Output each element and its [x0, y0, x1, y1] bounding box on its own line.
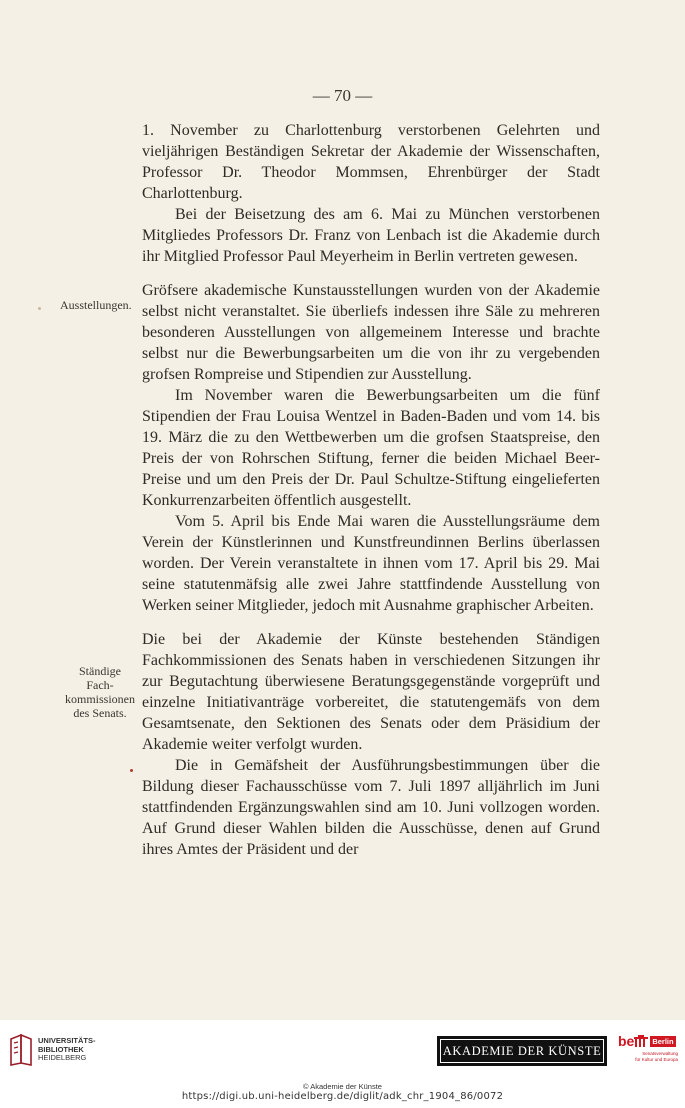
margin-note-line: Fach-	[86, 678, 114, 692]
margin-note-line: Ständige	[79, 664, 121, 678]
copyright-credit: © Akademie der Künste	[303, 1082, 382, 1091]
berlin-sub-line: Senatsverwaltung	[642, 1051, 678, 1056]
ink-mark	[130, 769, 133, 772]
library-line: BIBLIOTHEK	[38, 1044, 84, 1054]
berlin-mark	[618, 1033, 678, 1049]
paragraph-mommsen: 1. November zu Charlottenburg verstorbenen Gelehrten und vieljährigen Beständigen Sekretar der Akademie der Wissenschaften, Professor Dr. Theodor Mommsen, Ehrenbürger der Stadt Charlottenburg.	[142, 122, 600, 202]
paragraph-ausstellungen: Gröfsere akademische Kunstausstellungen wurden von der Akademie selbst nicht veranstaltet. Sie überliefs indessen ihre Säle zu mehreren besonderen Ausstellungen von allgemeinem Interesse und brachte selbst nur die Bewerbungsarbeiten um die von ihr zu vergebenden grofsen Rompreise und Stipendien zur Ausstellung.	[142, 282, 600, 383]
ink-mark	[38, 307, 41, 310]
university-library-logo-icon	[8, 1033, 34, 1067]
page-number: — 70 —	[312, 86, 373, 105]
library-line: HEIDELBERG	[38, 1053, 87, 1062]
margin-note-line: des Senats.	[73, 706, 127, 720]
body-text	[142, 120, 600, 860]
berlin-flag: Berlin	[652, 1036, 674, 1046]
berlin-senate-logo[interactable]	[618, 1033, 678, 1062]
akademie-der-kuenste-logo[interactable]	[437, 1036, 607, 1066]
paragraph-stipendien: Im November waren die Bewerbungsarbeiten um die fünf Stipendien der Frau Louisa Wentzel in Baden-Baden und vom 14. bis 19. März die zu den Wettbewerben um die grofsen Staatspreise, den Preis der von Rohrschen Stiftung, ferner die beiden Michael Beer-Preise und um den Preis der Dr. Paul Schultze-Stiftung eingelieferten Konkurrenzarbeiten öffentlich ausgestellt.	[142, 387, 600, 509]
paragraph-ergaenzungswahlen: Die in Gemäfsheit der Ausführungsbestimmungen über die Bildung dieser Fachausschüsse vom 7. Juli 1897 alljährlich im Juni stattfindenden Ergänzungswahlen sind am 10. Juni vollzogen worden. Auf Grund dieser Wahlen bilden die Ausschüsse, denen auf Grund ihres Amtes der Präsident und der	[142, 757, 600, 858]
margin-note-staendige-fachkommissionen	[58, 664, 142, 720]
source-url[interactable]: https://digi.ub.uni-heidelberg.de/diglit/adk_chr_1904_86/0072	[181, 1091, 504, 1102]
paragraph-verein: Vom 5. April bis Ende Mai waren die Ausstellungsräume dem Verein der Künstlerinnen und Kunstfreundinnen Berlins überlassen worden. Der Verein veranstaltete in ihnen vom 17. April bis 29. Mai seine statutenmäfsig alle zwei Jahre stattfindende Ausstellung von Werken seiner Mitglieder, jedoch mit Ausnahme graphischer Arbeiten.	[142, 513, 600, 614]
berlin-sub	[618, 1051, 678, 1062]
berlin-mark-text: be	[618, 1033, 635, 1049]
library-line: UNIVERSITÄTS-	[38, 1036, 96, 1045]
university-library-name	[38, 1037, 96, 1063]
margin-note-line: kommissionen	[64, 692, 135, 706]
brandenburg-gate-icon	[634, 1035, 648, 1047]
margin-note-ausstellungen: Ausstellungen.	[60, 298, 132, 312]
berlin-sub-line: für Kultur und Europa	[635, 1056, 678, 1062]
paragraph-fachkommissionen: Die bei der Akademie der Künste bestehenden Ständigen Fachkommissionen des Senats haben in verschiedenen Sitzungen ihr zur Begutachtung überwiesene Beratungsgegenstände vorgeprüft und einzelne Initiativanträge vorbereitet, die statutengemäfs von dem Gesamtsenate, den Sektionen des Senats oder dem Präsidium der Akademie weiter verfolgt wurden.	[142, 631, 600, 753]
adk-label: AKADEMIE DER KÜNSTE	[440, 1039, 604, 1063]
paragraph-lenbach: Bei der Beisetzung des am 6. Mai zu München verstorbenen Mitgliedes Professors Dr. Franz von Lenbach ist die Akademie durch ihr Mitglied Professor Paul Meyerheim in Berlin vertreten gewesen.	[142, 206, 600, 265]
